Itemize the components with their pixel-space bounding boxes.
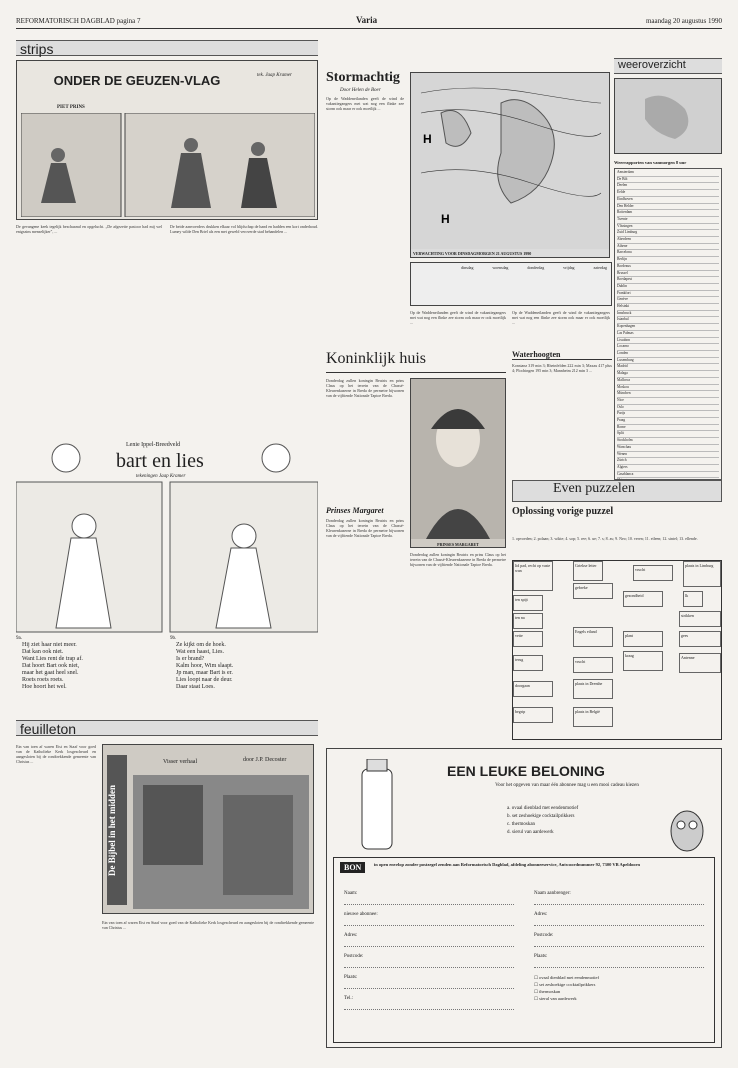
advertisement [326, 748, 722, 1048]
comic-title: ONDER DE GEUZEN-VLAG [53, 73, 221, 88]
coupon-field[interactable]: Naam aanbrenger: [534, 884, 704, 905]
puzzle-cell[interactable]: Griekse letter [573, 561, 603, 581]
ad-item: d. sierul van aardewerk [507, 830, 554, 835]
city-row: Locarno [617, 344, 719, 351]
puzzle-cell[interactable]: lid pad, recht op vaste wan [513, 561, 553, 591]
city-row: Stockholm [617, 438, 719, 445]
coupon-label: BON [340, 862, 365, 873]
city-row: Nice [617, 398, 719, 405]
puzzle-cell[interactable]: vrucht [633, 565, 673, 581]
city-row: Kopenhagen [617, 324, 719, 331]
weeroverzicht-title: weeroverzicht [618, 59, 686, 71]
weather-title: Stormachtig [326, 70, 400, 85]
city-row: Barcelona [617, 250, 719, 257]
puzzle-cell[interactable]: strikken [679, 611, 721, 627]
verse-b-line: Is er brand? [176, 656, 205, 662]
city-row: Rotterdam [617, 210, 719, 217]
city-row: Deelen [617, 183, 719, 190]
waterhoogte-text: Konstanz 319 min 3; Rheinfelden 222 min 3; Maxau 417 plus 4; Plochingen 195 min 3; Mannheim 212 min 3 ... [512, 363, 612, 373]
comic-illustration [21, 113, 315, 217]
city-row: Aberdeen [617, 237, 719, 244]
forecast-day: dinsdag [461, 265, 474, 270]
forecast-day: donderdag [527, 265, 545, 270]
puzzle-cell[interactable]: vrucht [573, 657, 613, 673]
feuilleton-title: De Bijbel in het midden [107, 755, 127, 905]
forecast-day: woensdag [492, 265, 509, 270]
city-row: Eindhoven [617, 197, 719, 204]
verse-b-line: Kalm hoor, Wim slaapt. [176, 663, 234, 669]
city-row: Split [617, 431, 719, 438]
comic2-title: bart en lies [116, 450, 204, 472]
puzzle-cell[interactable]: kraag [623, 651, 663, 671]
city-row: Vlissingen [617, 224, 719, 231]
puzzle-solution-text: 1. opvoeden; 2. polaan; 3. wikte; 4. sop; 5. ree; 6. ue; 7. s; 8. as; 9. Neo; 10. veren; 11. eileen; 12. sintel; 13. ellende. [512, 536, 698, 541]
ad-subtitle: Voor het opgeven van maar één abonnee mag u een mooi cadeau kiezen [495, 783, 639, 788]
city-row: Praag [617, 418, 719, 425]
comic-artist: tek. Jaap Kramer [257, 73, 292, 78]
puzzle-cell[interactable]: begrip [513, 707, 553, 723]
verse-a-line: Want Lies rent de trap af. [22, 656, 83, 662]
city-row: Zürich [617, 458, 719, 465]
ad-item: c. thermoskan [507, 822, 536, 827]
puzzle-cell[interactable]: doorgaan [513, 681, 553, 697]
coupon-field[interactable]: Postcode: [534, 926, 704, 947]
comic-text-right: De beide aanvoerders drukken elkaar vol blijdschap de hand en hadden een kort onderhoud. Lumey wilde Den Briel als een met geweld veroverde stad behandelen ... [170, 224, 318, 234]
coupon-option[interactable]: ☐ sierul van aardewerk [534, 996, 577, 1001]
photo-caption: PRINSES MARGARET [437, 542, 479, 547]
comic2-illustration [16, 438, 318, 638]
coupon-field[interactable]: Plaats: [534, 947, 704, 968]
puzzle-cell[interactable]: plant [623, 631, 663, 647]
city-row: Athene [617, 244, 719, 251]
high-pressure-label-2: H [441, 212, 450, 226]
koninklijk-subtitle: Prinses Margaret [326, 506, 384, 515]
city-row: Innsbruck [617, 311, 719, 318]
weather-text-2: Op de Waddeneilanden geeft de wind de vakantiegangers met wat nog een flinke zee storm ook maar er ook moeilijk ... [410, 310, 506, 325]
verse-b-line: Jp man, maar Bart is er. [176, 670, 233, 676]
coupon-field[interactable]: Naam: [344, 884, 514, 905]
coupon-field[interactable]: Plaats: [344, 968, 514, 989]
owl-icon [667, 803, 707, 853]
puzzle-cell[interactable]: gezondheid [623, 591, 663, 607]
city-row: Bordeaux [617, 264, 719, 271]
weeroverzicht-section-bar [614, 58, 722, 74]
feuilleton-illustration [102, 744, 314, 914]
city-row: Rome [617, 425, 719, 432]
city-row: Boedapest [617, 277, 719, 284]
puzzle-cell[interactable]: lk [683, 591, 703, 607]
verse-a-line: Dat kan ook niet. [22, 649, 64, 655]
puzzle-section-bar [512, 480, 722, 502]
koninklijk-text: Donderdag zullen koningin Beatrix en prins Claus op het terrein van de Chassé-Kleurenkazerne in Breda de permetre bijwonen van de vijftiende Nationale Taptoe Breda. [326, 378, 404, 398]
puzzle-cell[interactable]: plaats in Drenthe [573, 679, 613, 699]
puzzle-cell[interactable]: vette [513, 631, 543, 647]
feuilleton-story: Visser verhaal [163, 759, 198, 765]
satellite-graphic [615, 79, 721, 153]
comic-onder-de-geuzenvlag [16, 60, 318, 220]
coupon-option-label: set zeshoekige cocktailprikkers [539, 982, 596, 987]
weather-map [410, 72, 610, 258]
puzzle-grid [512, 560, 722, 740]
coupon-field[interactable]: Adres: [344, 926, 514, 947]
city-list [615, 169, 721, 480]
coupon-option[interactable]: ☐ thermoskan [534, 989, 561, 994]
high-pressure-label: H [423, 132, 432, 146]
puzzle-cell[interactable]: Engels eiland [573, 627, 613, 647]
puzzle-cell[interactable]: ten spijt [513, 595, 543, 611]
weather-byline: Door Helen de Boer [340, 88, 381, 93]
verse-a-line: Roets roets roets. [22, 677, 64, 683]
city-row: Luxemburg [617, 358, 719, 365]
puzzle-cell[interactable]: terug [513, 655, 543, 671]
koninklijk-header [326, 350, 506, 373]
strips-section-bar [16, 40, 318, 56]
city-row: Istanbul [617, 317, 719, 324]
puzzle-cell[interactable]: plaats in Limburg [683, 561, 721, 587]
feuilleton-text-col1: Ein van toen af waren Eist en Staaf voor goed van de Katholieke Kerk losgescheurd en aangesloten bij de rondtrekkende gemeente van Christus ... [16, 744, 96, 764]
coupon-fields-left [344, 884, 514, 1010]
ad-item: a. ovaal dienblad met eendenmotief [507, 806, 579, 811]
city-row: Londen [617, 351, 719, 358]
city-row: Parijs [617, 411, 719, 418]
header-left: REFORMATORISCH DAGBLAD pagina 7 [16, 17, 141, 25]
city-row: Zuid Limburg [617, 230, 719, 237]
puzzle-cell[interactable]: plaats in België [573, 707, 613, 727]
city-row: Warschau [617, 445, 719, 452]
feuilleton-author: door J.P. Decoster [243, 757, 287, 763]
feuilleton-photo [133, 775, 309, 909]
puzzle-title: Even puzzelen [553, 481, 636, 496]
city-row: Frankfort [617, 291, 719, 298]
puzzle-solution-title: Oplossing vorige puzzel [512, 506, 614, 517]
coupon-option[interactable]: ☐ ovaal dienblad met eendenmotief [534, 975, 600, 980]
thermos-icon [347, 759, 407, 859]
coupon-fields-right [534, 884, 704, 968]
city-row: Amsterdam [617, 170, 719, 177]
comic-text-left: De gevangene keek tegelijk beschaamd en opgelucht. „De afgezette pastoor had mij wel enigszins menselijker”, ... [16, 224, 162, 234]
coupon-option[interactable]: ☐ set zeshoekige cocktailprikkers [534, 982, 596, 987]
comic2-author: Lenie Ippel-Breedveld [126, 442, 181, 448]
city-row: Oslo [617, 405, 719, 412]
verse-b-line: Ze kijkt om de hoek. [176, 642, 226, 648]
city-row: Mallorca [617, 378, 719, 385]
coupon-text: in open envelop zonder postzegel zenden aan Reformatorisch Dagblad, afdeling abonneeservice, Antwoordnummer 92, 7300 VB Apeldoorn [374, 862, 641, 867]
city-row: De Bilt [617, 177, 719, 184]
ad-title: EEN LEUKE BELONING [447, 763, 605, 779]
coupon [333, 857, 715, 1043]
city-row: München [617, 391, 719, 398]
verse-a-line: Dat hoort Bart ook niet, [22, 663, 80, 669]
feuilleton-section-bar [16, 720, 318, 736]
waterhoogte-title: Waterhoogten [512, 350, 612, 360]
city-row: Lissabon [617, 338, 719, 345]
coupon-field[interactable]: Tel.: [344, 989, 514, 1010]
city-row: Berlijn [617, 257, 719, 264]
verse-b-number: 9b. [170, 636, 177, 641]
weather-forecast-table [410, 262, 612, 306]
puzzle-cell[interactable]: ten na [513, 613, 543, 629]
city-row: Den Helder [617, 204, 719, 211]
city-row: Algiers [617, 465, 719, 472]
coupon-option-label: ovaal dienblad met eendenmotief [539, 975, 600, 980]
koninklijk-text-3: Donderdag zullen koningin Beatrix en prins Claus op het terrein van de Chassé-Kleurenkazerne in Breda de permetre bijwonen van de vijftiende Nationale Taptoe Breda. [410, 552, 506, 567]
ad-items [507, 805, 578, 837]
city-row: Dublin [617, 284, 719, 291]
city-row: Twente [617, 217, 719, 224]
satellite-image [614, 78, 722, 154]
portrait-graphic [411, 379, 505, 539]
city-row: Genève [617, 297, 719, 304]
forecast-table-title: Weerrapporten van vanmorgen 8 uur [614, 160, 687, 165]
waterhoogte-block [512, 350, 612, 473]
verse-a-line: maar het gaat heel snel. [22, 670, 79, 676]
city-row: Las Palmas [617, 331, 719, 338]
city-row: Brussel [617, 271, 719, 278]
ad-item: b. set zeshoekige cocktailprikkers [507, 814, 575, 819]
strips-section-title: strips [20, 41, 54, 57]
verse-b-line: Lies loopt naar de deur. [176, 677, 233, 683]
forecast-day: zaterdag [593, 265, 607, 270]
feuilleton-text-col2: Ein van toen af waren Eist en Staaf voor goed van de Katholieke Kerk losgescheurd en aangesloten bij de rondtrekkende gemeente van Christus ... [102, 920, 314, 930]
weather-map-graphic [411, 73, 609, 249]
verse-b [176, 642, 316, 691]
header-right: maandag 20 augustus 1990 [645, 17, 722, 25]
puzzle-cell[interactable]: gebreke [573, 583, 613, 599]
city-row: Casablanca [617, 472, 719, 479]
comic2-artist: tekeningen Jaap Kramer [136, 474, 186, 479]
page-header [16, 14, 722, 29]
header-center: Varia [356, 15, 378, 25]
comic-author: PIET PRINS [57, 105, 85, 110]
coupon-field[interactable]: Postcode: [344, 947, 514, 968]
verse-a-number: 9a. [16, 636, 22, 641]
coupon-option-label: sierul van aardewerk [539, 996, 577, 1001]
puzzle-cell[interactable]: gees [679, 631, 721, 647]
koninklijk-text-2: Donderdag zullen koningin Beatrix en prins Claus op het terrein van de Chassé-Kleurenkazerne in Breda de permetre bijwonen van de vijftiende Nationale Taptoe Breda. [326, 518, 404, 538]
weather-text: Op de Waddeneilanden geeft de wind de vakantiegangers met wat nog een flinke zee storm ook maar er ook moeilijk ... [326, 96, 404, 111]
puzzle-cell[interactable]: Antenne [679, 653, 721, 673]
koninklijk-title: Koninklijk huis [326, 350, 427, 367]
city-row: Wenen [617, 452, 719, 459]
coupon-option-label: thermoskan [539, 989, 561, 994]
verse-b-line: Wat een haast, Lies. [176, 649, 224, 655]
city-row: Eelde [617, 190, 719, 197]
city-row: Malaga [617, 371, 719, 378]
city-row: Moskou [617, 385, 719, 392]
city-weather-table [614, 168, 722, 480]
verse-a-line: Hoe hoort het wel. [22, 684, 67, 690]
weather-text-3: Op de Waddeneilanden geeft de wind de vakantiegangers met wat nog een flinke zee storm ook maar er ook moeilijk ... [512, 310, 610, 325]
verse-a-line: Hij ziet haar niet meer. [22, 642, 77, 648]
forecast-day: vrijdag [563, 265, 575, 270]
city-row: Helsinki [617, 304, 719, 311]
coupon-field[interactable]: nieuwe abonnee: [344, 905, 514, 926]
coupon-options [534, 974, 704, 1002]
forecast-days [461, 265, 607, 270]
prinses-margaret-photo [410, 378, 506, 548]
verse-b-line: Daar staat Loes. [176, 684, 215, 690]
coupon-field[interactable]: Adres: [534, 905, 704, 926]
feuilleton-section-title: feuilleton [20, 721, 77, 737]
verse-a [22, 642, 162, 691]
weather-map-caption: VERWACHTING VOOR DINSDAGMORGEN 21 AUGUSTUS 1990 [413, 251, 532, 256]
city-row: Madrid [617, 364, 719, 371]
